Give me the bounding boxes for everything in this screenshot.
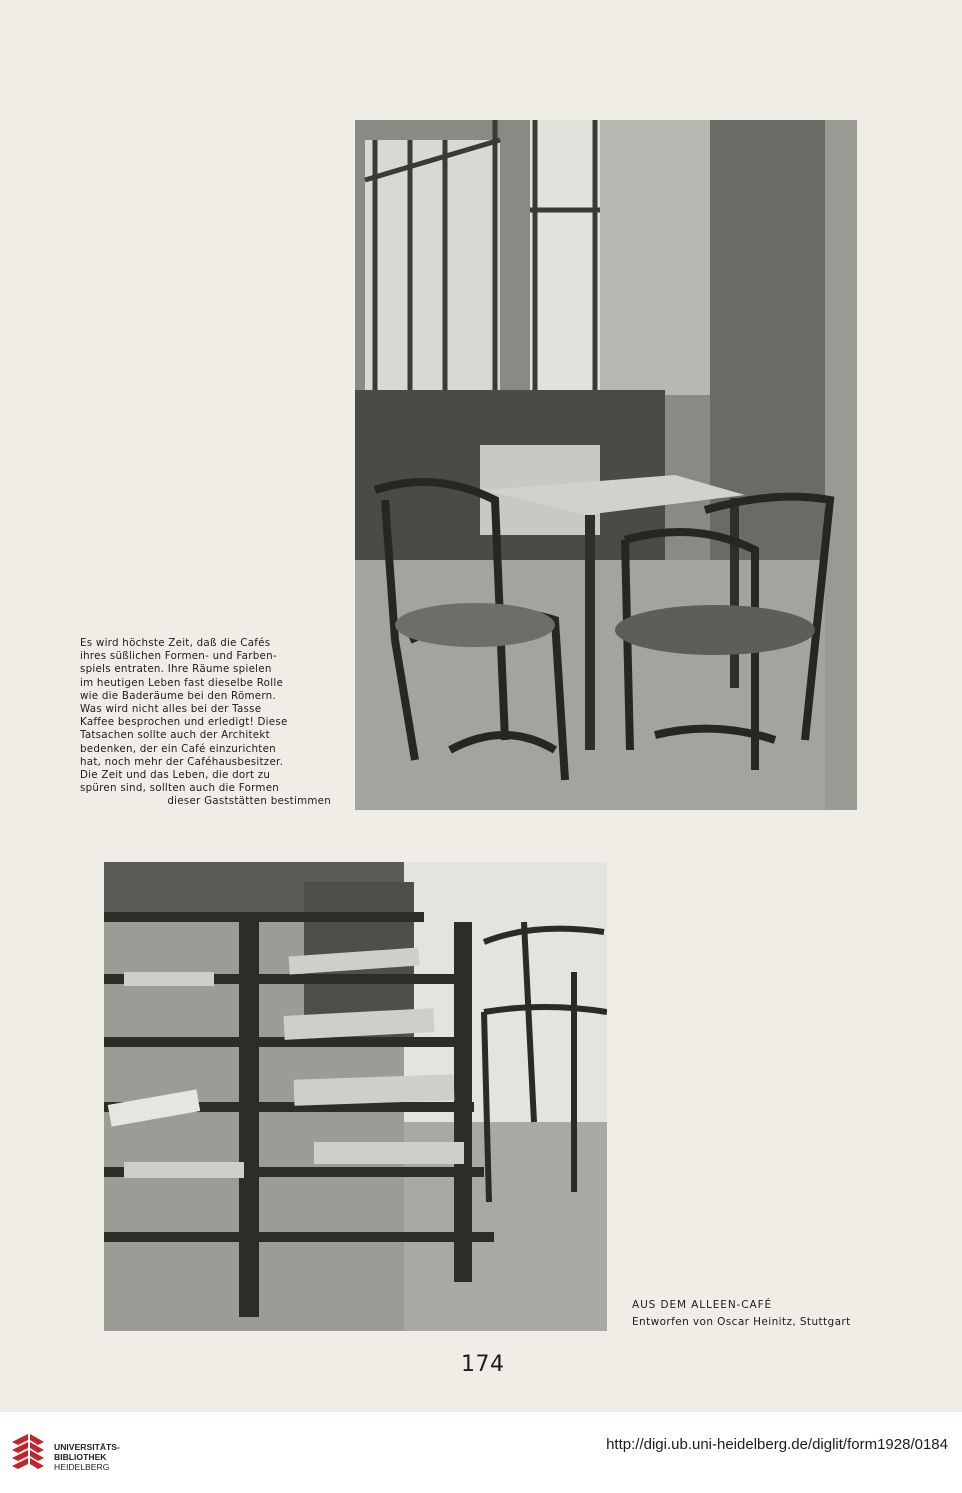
digitization-footer — [0, 1412, 962, 1493]
caption-credit: Entworfen von Oscar Heinitz, Stuttgart — [632, 1316, 851, 1328]
text-line: im heutigen Leben fast dieselbe Rolle — [80, 676, 284, 689]
text-line: hat, noch mehr der Caféhausbesitzer. — [80, 755, 284, 768]
page-number: 174 — [461, 1352, 505, 1377]
cafe-interior-photo — [355, 120, 857, 810]
text-line: wie die Baderäume bei den Römern. — [80, 689, 276, 702]
library-name-line: HEIDELBERG — [54, 1462, 110, 1472]
text-line: Was wird nicht alles bei der Tasse — [80, 703, 262, 716]
library-name-line: UNIVERSITÄTS- — [54, 1442, 120, 1452]
source-url-link[interactable]: http://digi.ub.uni-heidelberg.de/diglit/form1928/0184 — [606, 1436, 948, 1453]
university-library-logo — [10, 1432, 46, 1476]
text-line: Es wird höchste Zeit, daß die Cafés — [80, 637, 271, 649]
text-line: bedenken, der ein Café einzurichten — [80, 742, 276, 755]
library-name-line: BIBLIOTHEK — [54, 1452, 107, 1462]
text-line: Tatsachen sollte auch der Architekt — [80, 729, 270, 742]
text-line: Kaffee besprochen und erledigt! Diese — [80, 716, 288, 729]
newspaper-shelf-photo — [104, 862, 607, 1331]
photo-caption — [632, 1297, 851, 1331]
article-text — [80, 637, 331, 809]
text-line: dieser Gaststätten bestimmen — [167, 795, 331, 808]
library-name — [54, 1442, 120, 1472]
text-line: ihres süßlichen Formen- und Farben- — [80, 650, 277, 663]
text-line: Die Zeit und das Leben, die dort zu — [80, 769, 271, 782]
caption-title: AUS DEM ALLEEN-CAFÉ — [632, 1299, 773, 1311]
text-line: spüren sind, sollten auch die Formen — [80, 782, 280, 795]
text-line: spiels entraten. Ihre Räume spielen — [80, 663, 272, 676]
